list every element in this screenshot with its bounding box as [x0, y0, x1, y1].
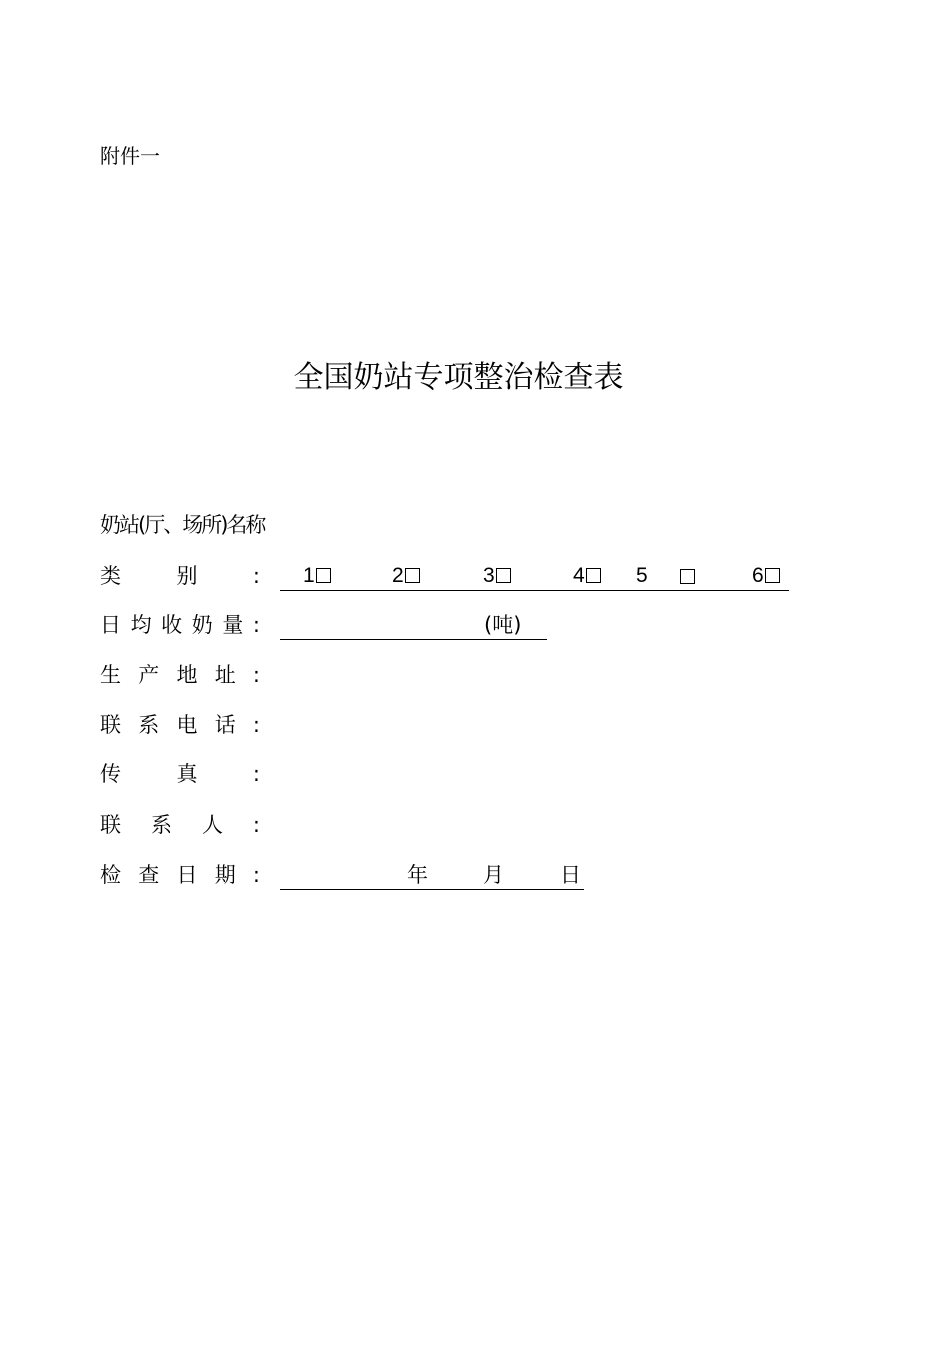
category-option-2-label: 2 — [392, 564, 404, 587]
field-category — [100, 562, 800, 590]
field-daily-milk — [100, 611, 600, 639]
category-option-1[interactable] — [303, 562, 331, 590]
contact-label: 联系人: — [100, 813, 260, 837]
checkbox-icon[interactable] — [405, 568, 420, 583]
category-option-4-label: 4 — [573, 564, 585, 587]
category-option-6-label: 6 — [752, 564, 764, 587]
field-date — [100, 861, 600, 889]
date-label: 检查日期: — [100, 863, 260, 887]
name-label: 奶站(厅、场所)名称 — [100, 513, 265, 537]
category-label: 类别: — [100, 564, 260, 588]
category-option-6[interactable] — [752, 562, 780, 590]
date-year-label: 年 — [407, 863, 428, 887]
phone-label: 联系电话: — [100, 713, 260, 737]
category-option-3[interactable] — [483, 562, 511, 590]
date-month-label: 月 — [483, 863, 504, 887]
date-day-label: 日 — [560, 863, 581, 887]
category-option-4[interactable] — [573, 562, 601, 590]
category-option-3-label: 3 — [483, 564, 495, 587]
daily-milk-label: 日均收奶量: — [100, 613, 260, 637]
category-underline — [280, 562, 789, 591]
category-option-2[interactable] — [392, 562, 420, 590]
attachment-label: 附件一 — [100, 144, 160, 168]
page-title: 全国奶站专项整治检查表 — [293, 360, 624, 395]
fax-label: 传真: — [100, 762, 260, 786]
checkbox-icon[interactable] — [316, 568, 331, 583]
checkbox-icon[interactable] — [680, 569, 695, 584]
daily-milk-unit: (吨) — [484, 613, 522, 637]
checkbox-icon[interactable] — [586, 568, 601, 583]
category-option-5-label: 5 — [636, 564, 648, 587]
category-option-1-label: 1 — [303, 564, 315, 587]
checkbox-icon[interactable] — [496, 568, 511, 583]
date-input[interactable] — [280, 861, 584, 890]
address-label: 生产地址: — [100, 663, 260, 687]
checkbox-icon[interactable] — [765, 568, 780, 583]
category-option-5[interactable] — [679, 562, 695, 590]
